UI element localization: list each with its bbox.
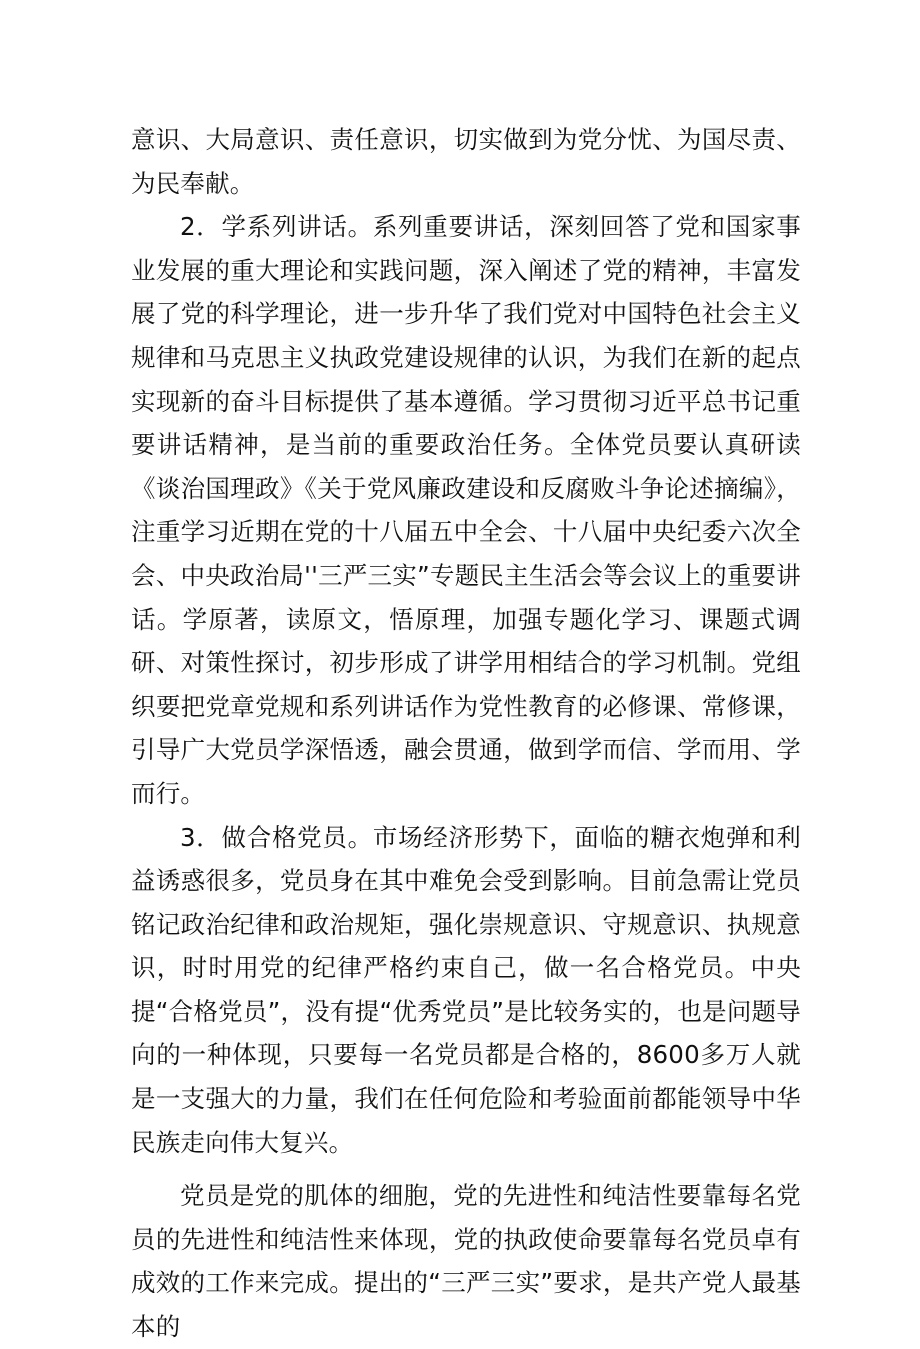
paragraph-item-3: 3．做合格党员。市场经济形势下，面临的糖衣炮弹和利益诱惑很多，党员身在其中难免会受到影响。目前急需让党员铭记政治纪律和政治规矩，强化崇规意识、守规意识、执规意识，时时用党的纪律严格约束自己，做一名合格党员。中央提“合格党员”，没有提“优秀党员”是比较务实的，也是问题导向的一种体现，只要每一名党员都是合格的，8600多万人就是一支强大的力量，我们在任何危险和考验面前都能领导中华民族走向伟大复兴。: [131, 822, 801, 1157]
paragraph-summary: 党员是党的肌体的细胞，党的先进性和纯洁性要靠每名党员的先进性和纯洁性来体现，党的执政使命要靠每名党员卓有成效的工作来完成。提出的“三严三实”要求，是共产党人最基本的: [131, 1181, 801, 1342]
paragraph-item-2: 2．学系列讲话。系列重要讲话，深刻回答了党和国家事业发展的重大理论和实践问题，深入阐述了党的精神，丰富发展了党的科学理论，进一步升华了我们党对中国特色社会主义规律和马克思主义执政党建设规律的认识，为我们在新的起点实现新的奋斗目标提供了基本遵循。学习贯彻习近平总书记重要讲话精神，是当前的重要政治任务。全体党员要认真研读《谈治国理政》《关于党风廉政建设和反腐败斗争论述摘编》，注重学习近期在党的十八届五中全会、十八届中央纪委六次全会、中央政治局''三严三实”专题民主生活会等会议上的重要讲话。学原著，读原文，悟原理，加强专题化学习、课题式调研、对策性探讨，初步形成了讲学用相结合的学习机制。党组织要把党章党规和系列讲话作为党性教育的必修课、常修课，引导广大党员学深悟透，融会贯通，做到学而信、学而用、学而行。: [131, 212, 801, 808]
body-text: [131, 118, 801, 1349]
paragraph-continuation: 意识、大局意识、责任意识，切实做到为党分忧、为国尽责、为民奉献。: [131, 125, 801, 198]
